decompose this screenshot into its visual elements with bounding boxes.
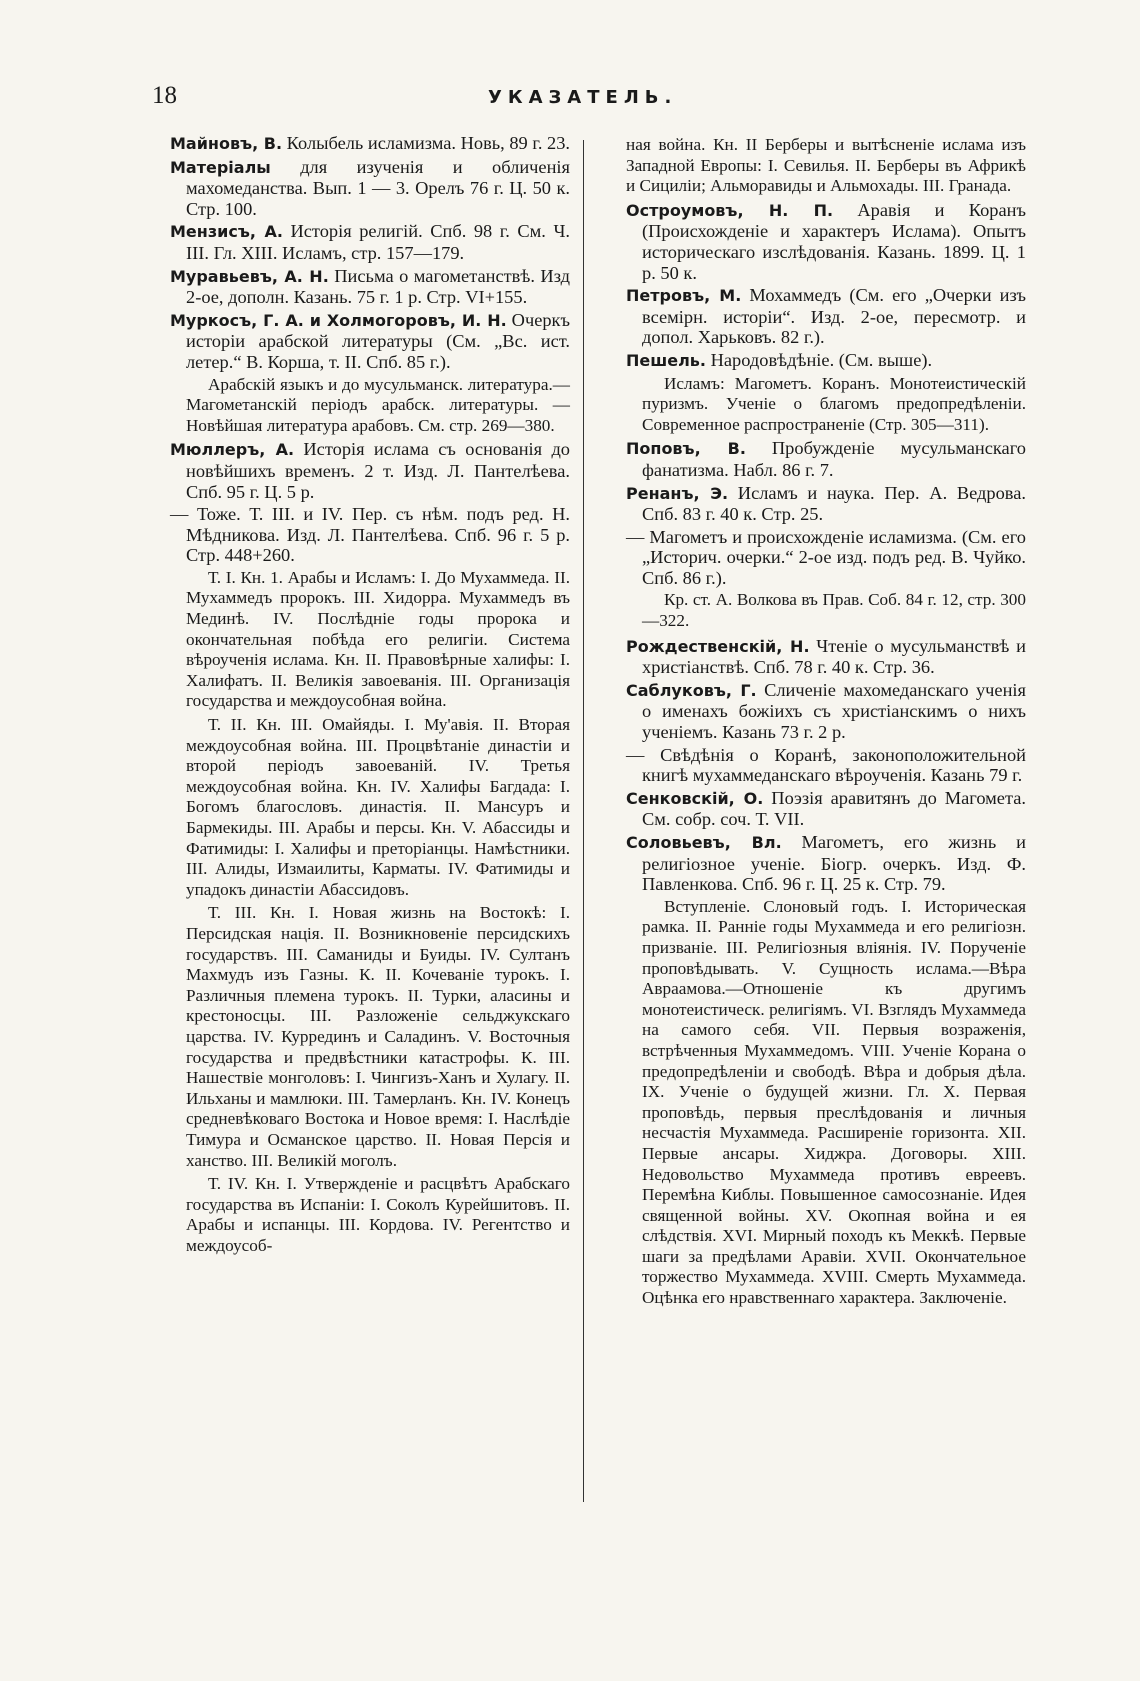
bib-entry [626,832,1026,895]
entry-author: Рождественскій, Н. [626,636,810,656]
bib-entry [626,483,1026,525]
bib-entry [170,157,570,220]
entry-author: Ренанъ, Э. [626,483,729,503]
entry-contents: Арабскій языкъ и до мусульманск. литература.—Магометанскій періодъ арабск. литературы. — Новѣйшая литература арабовъ. См. стр. 269—380. [186,374,570,435]
entry-contents: Т. II. Кн. III. Омайяды. I. Му'авія. II. Вторая междоусобная война. III. Процвѣтаніе династіи и второй періодъ завоеваній. IV. Третья междоусобная война. Кн. IV. Халифы Багдада: I. Богомъ благословъ. династія. II. Мансуръ и Бармекиды. III. Арабы и персы. Кн. V. Абассиды и Фатимиды: I. Халифы и преторіанцы. Намѣстники. III. Алиды, Измаилиты, Карматы. IV. Фатимиды и упадокъ династіи Абассидовъ. [186,715,570,899]
entry-text: Исторія религій. Спб. 98 г. См. Ч. III. Гл. XIII. Исламъ, стр. 157—179. [186,221,570,263]
entry-author: Сенковскій, О. [626,788,764,808]
entry-text: Письма о магометанствѣ. Изд 2-ое, дополн. Казань. 75 г. 1 р. Стр. VI+155. [186,265,570,308]
bib-entry [626,285,1026,348]
bib-entry [170,266,570,308]
entry-author: Остроумовъ, Н. П. [626,200,834,220]
bib-entry [170,310,570,373]
entry-author: Соловьевъ, Вл. [626,833,782,852]
entry-text: Очеркъ исторіи арабской литературы (См. „Вс. ист. летер.“ В. Корша, т. II. Спб. 85 г.). [186,309,571,372]
entry-text: Народовѣдѣніе. (См. выше). [706,349,933,370]
entry-author: Поповъ, В. [626,439,746,459]
bib-entry [170,439,570,502]
entry-author: Пешель. [626,350,706,370]
entry-author: Муркосъ, Г. А. и Холмогоровъ, И. Н. [170,310,507,330]
entry-text: Исламъ и наука. Пер. А. Ведрова. Спб. 83 г. 40 к. Стр. 25. [642,482,1027,525]
entry-text: Чтеніе о мусульманствѣ и христіанствѣ. Спб. 78 г. 40 к. Стр. 36. [642,635,1026,678]
entry-contents: Т. IV. Кн. I. Утвержденіе и расцвѣтъ Арабскаго государства въ Испаніи: I. Соколъ Курейшитовъ. II. Арабы и испанцы. III. Кордова. IV. Регентство и междоусоб- [186,1174,570,1255]
entry-author: Матеріалы [170,157,271,177]
entry-author: Мензисъ, А. [170,222,283,242]
bib-entry [626,680,1026,743]
bib-entry [626,636,1026,678]
entry-contents: Вступленіе. Слоновый годъ. I. Историческая рамка. II. Ранніе годы Мухаммеда и его религіозн. призваніе. III. Религіозныя вліянія. IV. Порученіе проповѣдывать. V. Сущность ислама.—Вѣра Авраамова.—Отношеніе къ другимъ монотеистическ. религіямъ. VI. Взглядъ Мухаммеда на самого себя. VII. Первыя возраженія, встрѣченныя Мухаммедомъ. VIII. Ученіе Корана о предопредѣленіи и свободѣ. Вѣра и добрыя дѣла. IX. Ученіе о будущей жизни. Гл. X. Первая проповѣдь, первыя преслѣдованія и личныя несчастія Мухаммеда. Расширеніе горизонта. XII. Первые ансары. Хиджра. Договоры. XIII. Недовольство Мухаммеда противъ евреевъ. Перемѣна Киблы. Повышенное самосознаніе. Идея священной войны. XV. Окопная война и ея слѣдствія. XVI. Мирный походъ къ Меккѣ. Первые шаги за предѣлами Аравіи. XVII. Окончательное торжество Мухаммеда. XVIII. Смерть Мухаммеда. Оцѣнка его нравственнаго характера. Заключеніе. [642,896,1026,1308]
entry-sub: — Свѣдѣнія о Коранѣ, законоположительной книгѣ мухаммеданскаго вѣроученія. Казань 79 г. [626,744,1026,786]
entry-text: Магометъ, его жизнь и религіозное ученіе. Біогр. очеркъ. Изд. Ф. Павленкова. Спб. 96 г. Ц. 25 к. Стр. 79. [642,832,1026,895]
entry-author: Майновъ, В. [170,134,283,153]
page-header [150,82,678,122]
entry-author: Петровъ, М. [626,286,742,306]
right-column [626,133,1026,1312]
bib-entry [626,350,1026,372]
entry-author: Саблуковъ, Г. [626,680,757,700]
entry-sub: — Тоже. Т. III. и IV. Пер. съ нѣм. подъ ред. Н. Мѣдникова. Изд. Л. Пантелѣева. Спб. 96 г. 5 р. Стр. 448+260. [170,504,570,566]
entry-note: Кр. ст. А. Волкова въ Прав. Соб. 84 г. 12, стр. 300—322. [642,590,1026,631]
bib-entry [626,788,1026,830]
entry-contents: Исламъ: Магометъ. Коранъ. Монотеистическій пуризмъ. Ученіе о благомъ предопредѣленіи. Современное распространеніе (Стр. 305—311). [642,373,1026,434]
bib-entry [170,133,570,155]
entry-text: Поэзія аравитянъ до Магомета. См. собр. соч. Т. VII. [642,787,1026,830]
running-title: УКАЗАТЕЛЬ. [488,87,678,108]
entry-text: для изученія и обличенія махомеданства. Вып. 1 — 3. Орелъ 76 г. Ц. 50 к. Стр. 100. [186,156,570,219]
column-divider [583,140,584,1502]
entry-text: Пробужденіе мусульманскаго фанатизма. Набл. 86 г. 7. [642,438,1026,480]
entry-contents: ная война. Кн. II Берберы и вытѣсненіе ислама изъ Западной Европы: I. Севилья. II. Берберы въ Африкѣ и Сициліи; Альморавиды и Альмохады. III. Гранада. [626,135,1026,196]
left-column [170,133,570,1259]
entry-text: Колыбель исламизма. Новь, 89 г. 23. [282,133,571,153]
entry-sub: — Магометъ и происхожденіе исламизма. (См. его „Историч. очерки.“ 2-ое изд. подъ ред. В. Чуйко. Спб. 86 г.). [626,526,1026,588]
entry-text: Мохаммедъ (См. его „Очерки изъ всемірн. исторіи“. Изд. 2-ое, пересмотр. и допол. Харьковъ. 82 г.). [642,285,1026,348]
bib-entry [626,200,1026,283]
entry-author: Муравьевъ, А. Н. [170,266,329,286]
bib-entry [170,221,570,263]
entry-author: Мюллеръ, А. [170,440,295,460]
entry-text: Аравія и Коранъ (Происхожденіе и характеръ Ислама). Опытъ историческаго изслѣдованія. Казань. 1899. Ц. 1 р. 50 к. [642,199,1027,283]
page-number: 18 [152,82,177,109]
bib-entry [626,438,1026,480]
entry-contents: Т. I. Кн. 1. Арабы и Исламъ: I. До Мухаммеда. II. Мухаммедъ пророкъ. III. Хидорра. Мухаммедъ въ Мединѣ. IV. Послѣдніе годы пророка и окончательная побѣда его религіи. Система вѣроученія ислама. Кн. II. Правовѣрные халифы: I. Халифатъ. II. Великія завоеванія. III. Организація государства и междоусобная война. [186,567,570,711]
entry-text: Сличеніе махомеданскаго ученія о именахъ божіихъ съ христіанскимъ о нихъ ученіемъ. Казань 73 г. 2 р. [642,679,1027,743]
entry-text: Исторія ислама съ основанія до новѣйшихъ временъ. 2 т. Изд. Л. Пантелѣева. Спб. 95 г. Ц. 5 р. [186,439,570,502]
entry-contents: Т. III. Кн. I. Новая жизнь на Востокѣ: I. Персидская нація. II. Возникновеніе персидскихъ государствъ. III. Саманиды и Буиды. IV. Султанъ Махмудъ изъ Газны. К. II. Кочеваніе турокъ. I. Различныя племена турокъ. II. Турки, аласины и крестоносцы. III. Разложеніе сельджукскаго царства. IV. Куррединъ и Саладинъ. V. Восточныя государства и предвѣстники катастрофы. К. III. Нашествіе монголовъ: I. Чингизъ-Ханъ и Хулагу. II. Ильханы и мамлюки. III. Тамерланъ. Кн. IV. Конецъ средневѣковаго Востока и Новое время: I. Наслѣдіе Тимура и Османское царство. II. Новая Персія и ханство. III. Великій моголъ. [186,903,570,1170]
